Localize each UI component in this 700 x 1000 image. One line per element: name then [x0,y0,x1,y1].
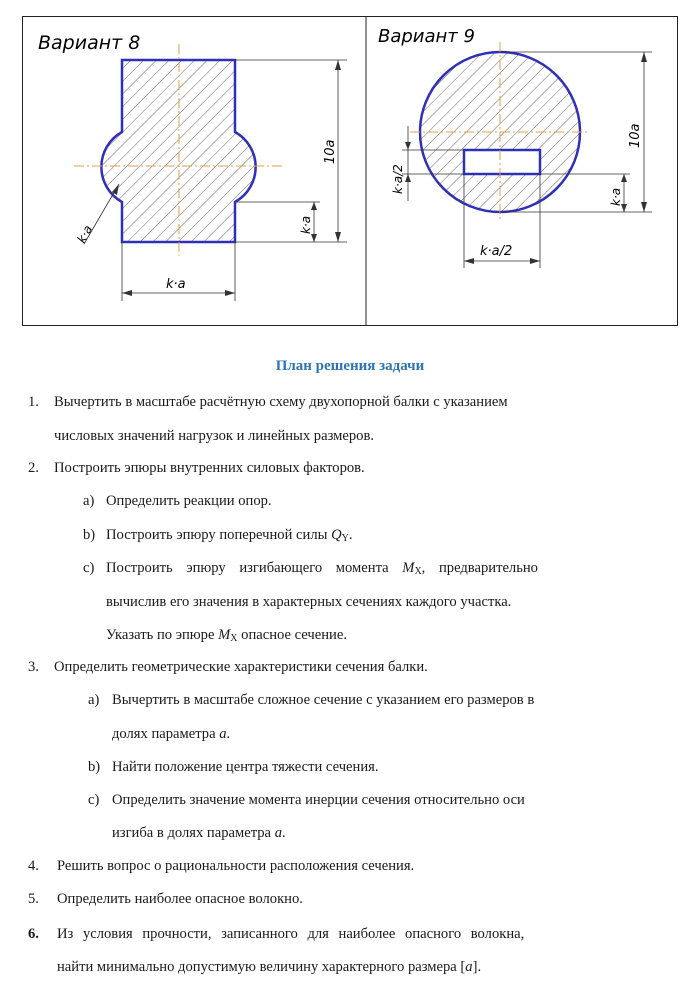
variant-8-dim-height: 10a [323,139,338,164]
item-3c-number: c) [88,792,100,808]
item-2-number: 2. [28,460,39,476]
item-1-line-1: Вычертить в масштабе расчётную схему двухопорной балки с указанием [54,394,508,410]
item-3a-line-1: Вычертить в масштабе сложное сечение с указанием его размеров в [112,692,535,708]
item-2c-line-3: Указать по эпюре $M_X$ опасное сечение. [106,627,347,644]
variant-9-drawing [378,26,652,268]
item-3b-text: Найти положение центра тяжести сечения. [112,759,379,775]
variant-9-dim-left: k·a/2 [391,164,405,194]
variant-9-dim-right: k·a [609,187,623,206]
variant-8-dim-width: k·a [166,277,186,292]
item-2b-number: b) [83,527,96,543]
item-2a-number: a) [83,493,95,509]
item-4-number: 4. [28,858,39,874]
item-2b-text: Построить эпюру поперечной силы $Q_Y$. [106,527,353,544]
variant-9-dim-height: 10a [628,123,643,148]
plan-title: План решения задачи [275,358,425,374]
variant-8-dim-small: k·a [299,215,313,234]
item-3-number: 3. [28,659,39,675]
item-3a-line-2: долях параметра a. [112,726,231,742]
item-2c-number: c) [83,560,95,576]
item-3c-line-1: Определить значение момента инерции сечения относительно оси [112,792,525,808]
variant-8-title: Вариант 8 [38,32,141,54]
item-5-number: 5. [28,891,39,907]
item-2-line-1: Построить эпюры внутренних силовых факторов. [54,460,365,476]
item-2c-line-1: Построить эпюру изгибающего момента $M_X$, предварительно [106,560,538,577]
item-3b-number: b) [88,759,101,775]
variant-9-title: Вариант 9 [378,26,475,47]
item-4-text: Решить вопрос о рациональности расположения сечения. [57,858,415,874]
variant-8-dim-radius: k·a [74,222,96,246]
variant-9-slot [464,150,540,174]
item-3-line-1: Определить геометрические характеристики сечения балки. [54,659,428,675]
item-1-line-2: числовых значений нагрузок и линейных размеров. [54,428,374,444]
item-3a-number: a) [88,692,100,708]
item-1-number: 1. [28,394,39,410]
variant-8-drawing [38,32,347,301]
item-2c-line-2: вычислив его значения в характерных сечениях каждого участка. [106,594,512,610]
item-5-text: Определить наиболее опасное волокно. [57,891,303,907]
item-2a-text: Определить реакции опор. [106,493,272,509]
cross-section-figure [22,16,678,326]
item-6-line-2: найти минимально допустимую величину характерного размера [a]. [57,959,482,975]
item-6-line-1: Из условия прочности, записанного для наиболее опасного волокна, [57,926,525,942]
item-6-number: 6. [28,926,39,942]
item-3c-line-2: изгиба в долях параметра a. [112,825,286,841]
variant-9-dim-bottom: k·a/2 [480,244,513,259]
